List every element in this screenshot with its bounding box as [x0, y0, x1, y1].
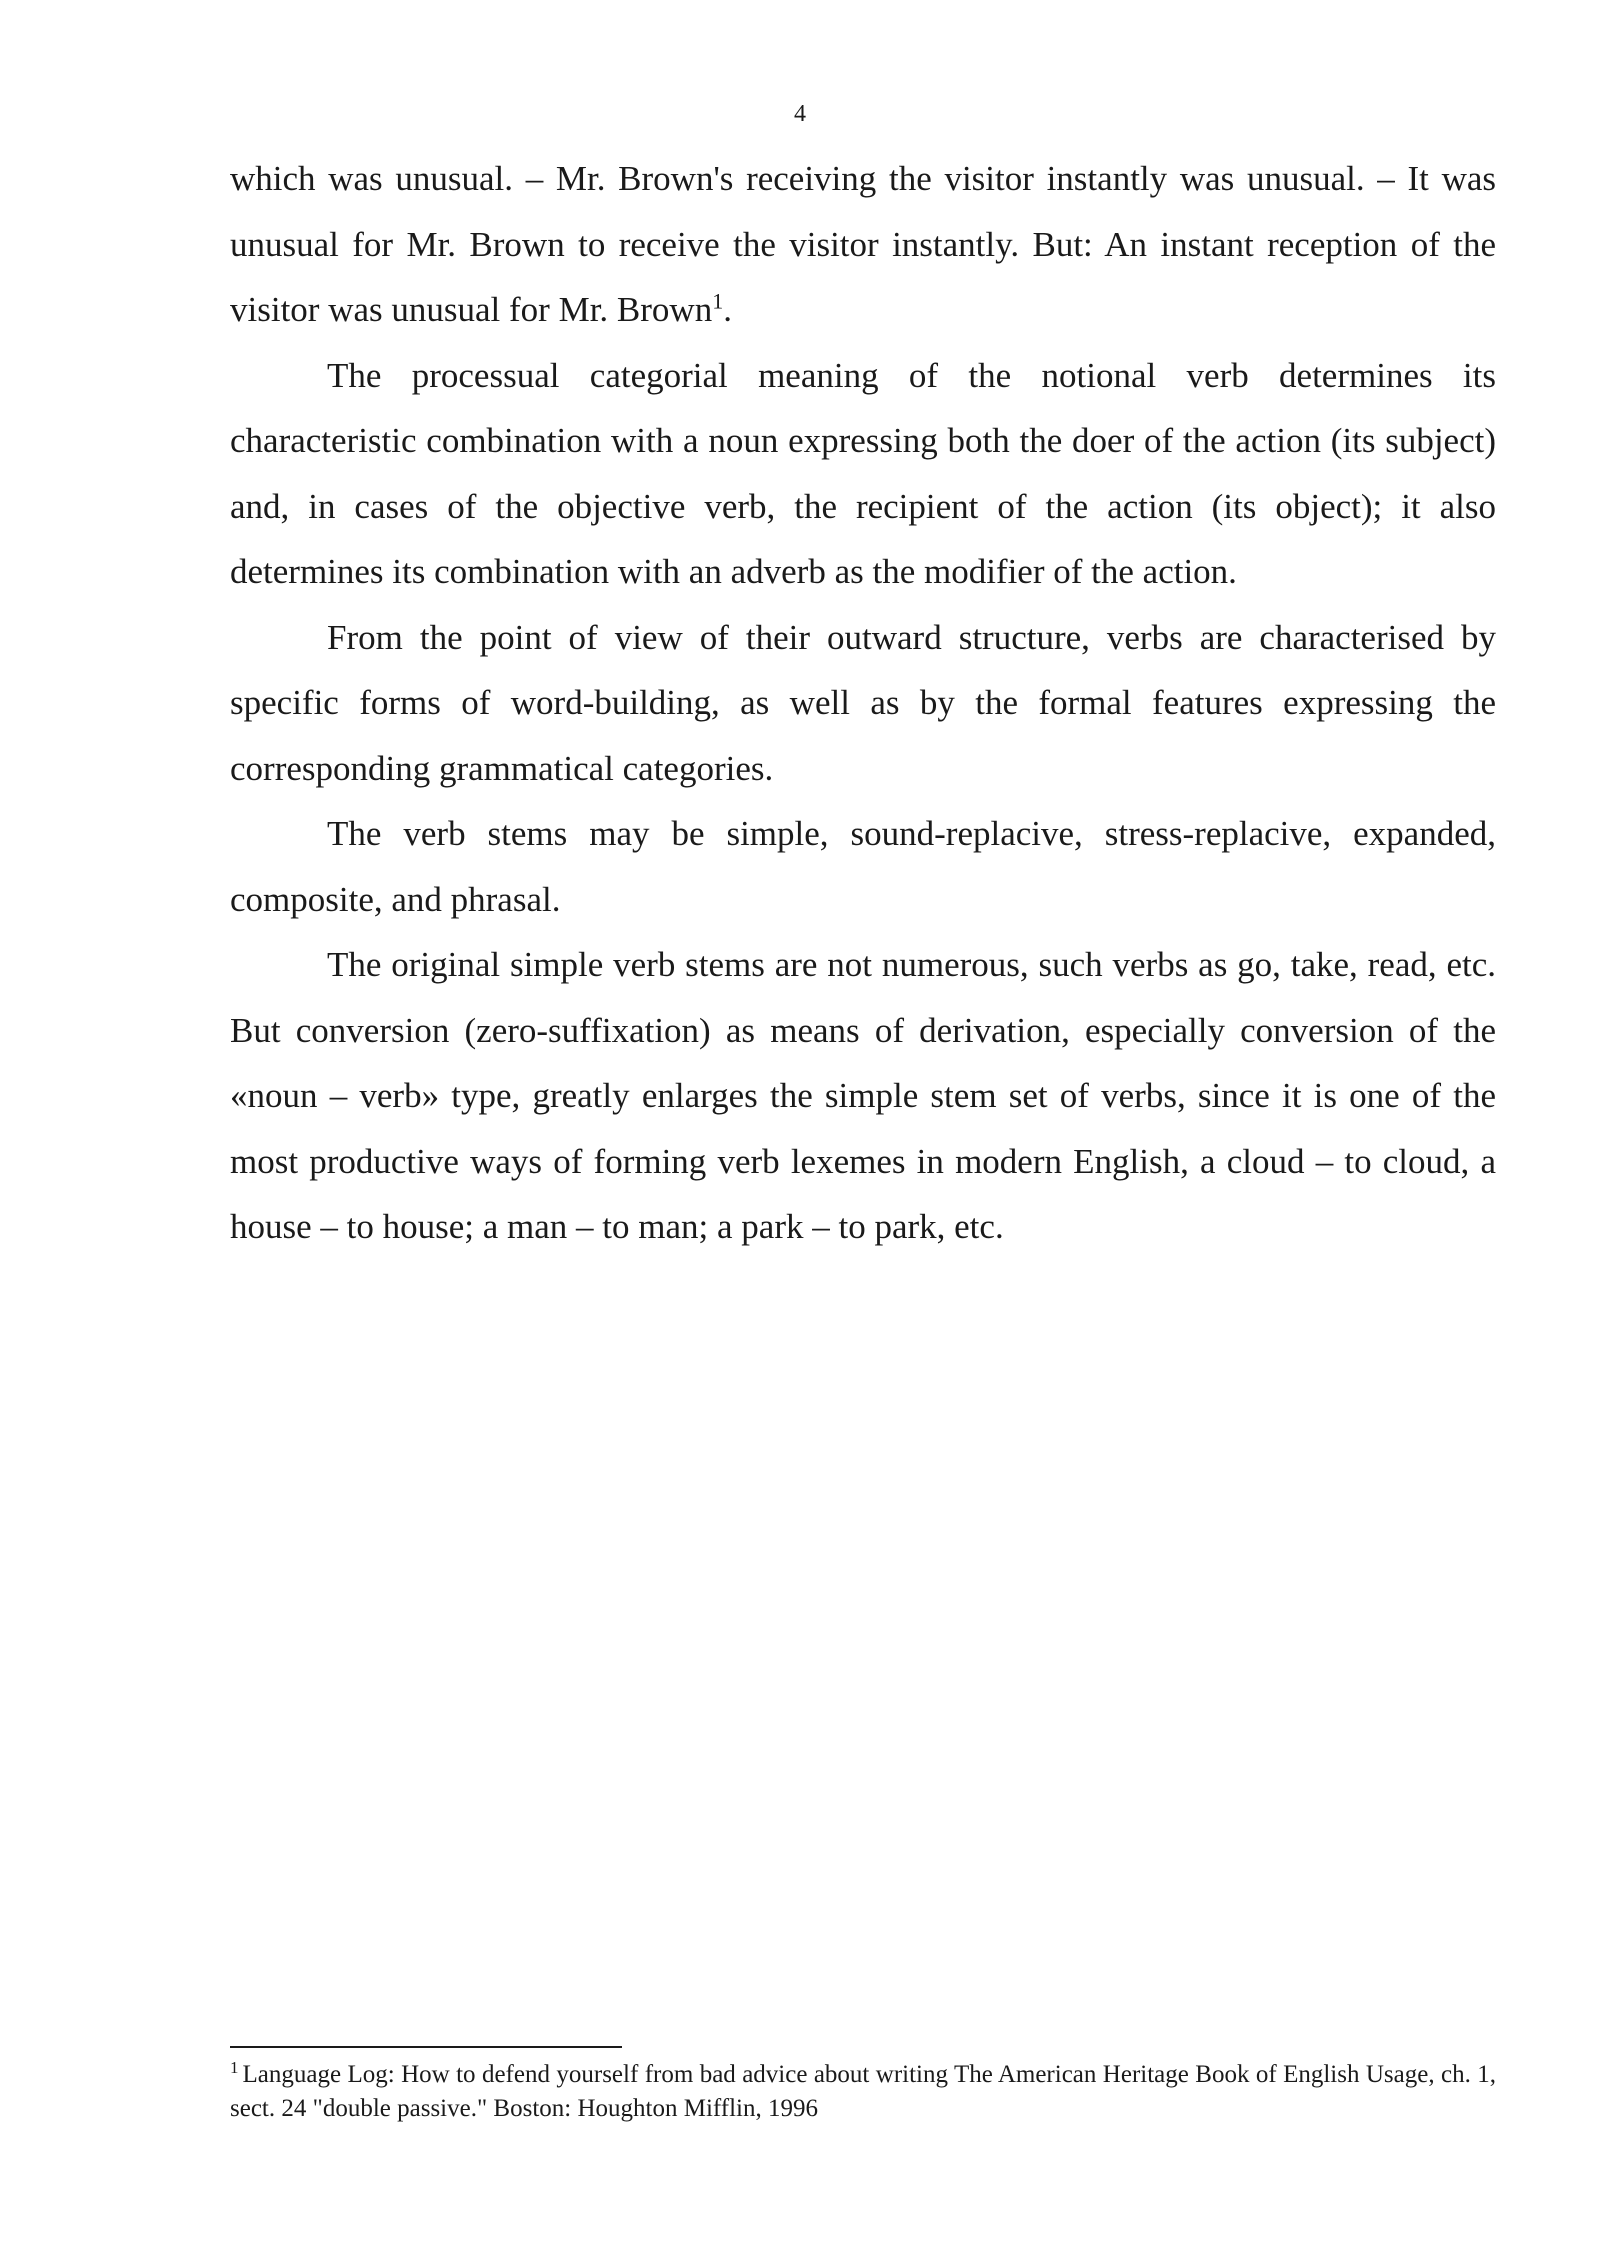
paragraph-verb-stems: The verb stems may be simple, sound-replacive, stress-replacive, expanded, composite, and phrasal.: [230, 814, 1496, 919]
footnote-text: Language Log: How to defend yourself from bad advice about writing The American Heritage Book of English Usage, ch. 1, sect. 24 "double passive." Boston: Houghton Mifflin, 1996: [230, 2061, 1496, 2122]
paragraph-text: which was unusual. – Mr. Brown's receiving the visitor instantly was unusual. – It was unusual for Mr. Brown to receive the visitor instantly. But: An instant reception of the visitor was unusual for Mr. Brown: [230, 159, 1496, 329]
footnote-separator: [230, 2046, 622, 2048]
paragraph-outward-structure: From the point of view of their outward structure, verbs are characterised by specific forms of word-building, as well as by the formal features expressing the corresponding grammatical categories.: [230, 617, 1496, 788]
body-text: [230, 146, 1496, 1260]
paragraph-continuation: [230, 146, 1496, 343]
page-number: 4: [794, 101, 806, 127]
footnote: [230, 2058, 1496, 2126]
footnote-marker: 1: [230, 2057, 239, 2077]
paragraph-processual-meaning: The processual categorial meaning of the notional verb determines its characteristic combination with a noun expressing both the doer of the action (its subject) and, in cases of the objective verb, the recipient of the action (its object); it also determines its combination with an adverb as the modifier of the action.: [230, 355, 1496, 591]
footnote-reference: 1: [712, 288, 724, 314]
paragraph-text-end: .: [723, 290, 732, 329]
paragraph-simple-stems: The original simple verb stems are not numerous, such verbs as go, take, read, etc. But conversion (zero-suffixation) as means of derivation, especially conversion of the «noun – verb» type, greatly enlarges the simple stem set of verbs, since it is one of the most productive ways of forming verb lexemes in modern English, a cloud – to cloud, a house – to house; a man – to man; a park – to park, etc.: [230, 945, 1496, 1246]
